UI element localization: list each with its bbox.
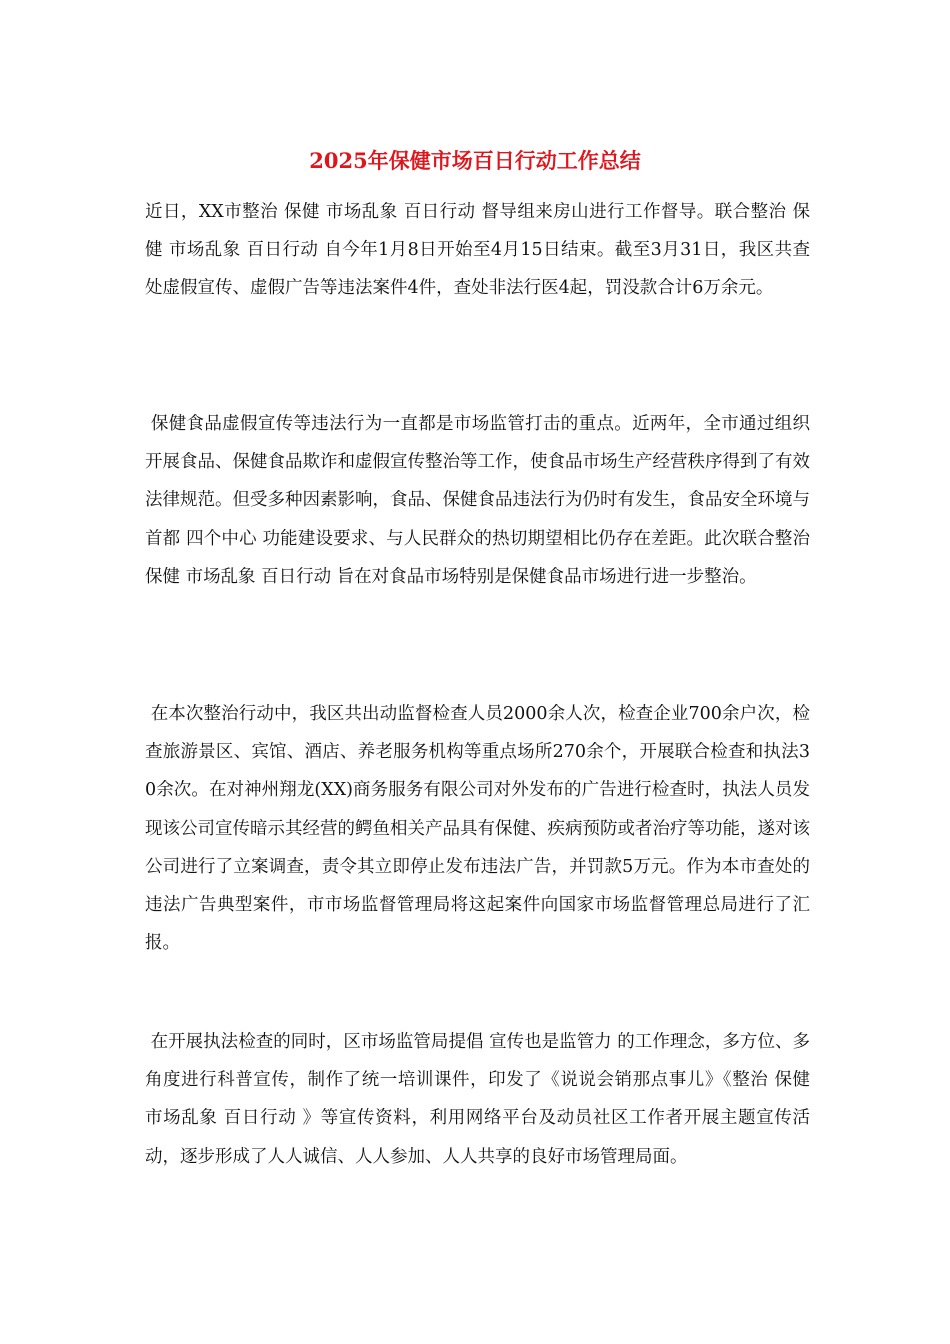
- document-title: 2025年保健市场百日行动工作总结: [309, 148, 641, 173]
- paragraph-1: 近日，XX市整治 保健 市场乱象 百日行动 督导组来房山进行工作督导。联合整治 保健 市场乱象 百日行动 自今年1月8日开始至4月15日结束。截至3月31日，我区共查处虚假宣传、虚假广告等违法案件4件，查处非法行医4起，罚没款合计6万余元。: [145, 202, 810, 299]
- paragraph-2: 保健食品虚假宣传等违法行为一直都是市场监管打击的重点。近两年，全市通过组织开展食品、保健食品欺诈和虚假宣传整治等工作，使食品市场生产经营秩序得到了有效法律规范。但受多种因素影响，食品、保健食品违法行为仍时有发生，食品安全环境与首都 四个中心 功能建设要求、与人民群众的热切期望相比仍存在差距。此次联合整治 保健 市场乱象 百日行动 旨在对食品市场特别是保健食品市场进行进一步整治。: [145, 414, 816, 587]
- paragraph-4: 在开展执法检查的同时，区市场监管局提倡 宣传也是监管力 的工作理念，多方位、多角度进行科普宣传，制作了统一培训课件，印发了《说说会销那点事儿》《整治 保健 市场乱象 百日行动 》等宣传资料，利用网络平台及动员社区工作者开展主题宣传活动，逐步形成了人人诚信、人人参加、人人共享的良好市场管理局面。: [145, 1032, 816, 1167]
- paragraph-3: 在本次整治行动中，我区共出动监督检查人员2000余人次，检查企业700余户次，检查旅游景区、宾馆、酒店、养老服务机构等重点场所270余个，开展联合检查和执法30余次。在对神州翔龙(XX)商务服务有限公司对外发布的广告进行检查时，执法人员发现该公司宣传暗示其经营的鳄鱼相关产品具有保健、疾病预防或者治疗等功能，遂对该公司进行了立案调查，责令其立即停止发布违法广告，并罚款5万元。作为本市查处的违法广告典型案件，市市场监督管理局将这起案件向国家市场监督管理总局进行了汇报。: [145, 704, 810, 954]
